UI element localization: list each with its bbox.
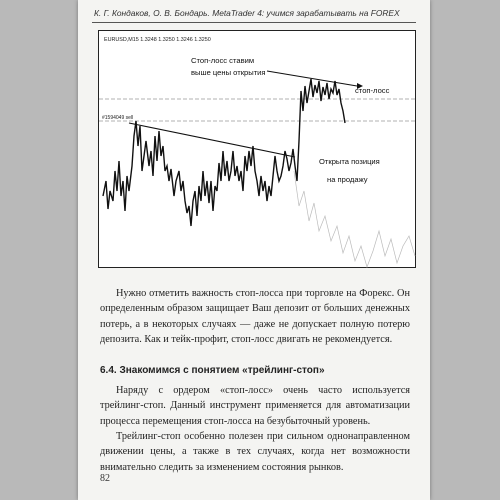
paragraph-stop-loss-importance: Нужно отметить важность стоп-лосса при торговле на Форекс. Он определенным образом защищает Ваш депозит от больших денежных потерь, а в некоторых случаях — даже не допускает полную потерю депозита. Как и тейк-профит, стоп-лосс двигать не рекомендуется. xyxy=(100,288,410,346)
annotation-stop-loss-line-1: Стоп-лосс ставим xyxy=(191,56,255,65)
annotation-position-line-2: на продажу xyxy=(327,175,368,184)
background-price-trace xyxy=(294,171,415,267)
section-heading: 6.4. Знакомимся с понятием «трейлинг-стоп» xyxy=(100,365,325,376)
order-label: #1594049 sell xyxy=(102,115,134,121)
price-chart-figure xyxy=(98,30,416,268)
header-divider xyxy=(92,22,416,23)
paragraph-trailing-stop-intro: Наряду с ордером «стоп-лосс» очень часто используется трейлинг-стоп. Данный инструмент применяется для автоматизации процесса перемещения стоп-лосса на безубыточный уровень. xyxy=(100,385,410,427)
book-page xyxy=(78,0,430,500)
page-number: 82 xyxy=(100,473,110,484)
annotation-stop-loss-tag: стоп-лосс xyxy=(355,86,390,95)
paragraph-trailing-stop-usage: Трейлинг-стоп особенно полезен при сильном однонаправленном движении цены, а также в тех случаях, когда нет возможности внимательно следить за изменением состояния рынков. xyxy=(100,431,410,473)
annotation-position-line-1: Открыта позиция xyxy=(319,157,380,166)
price-line xyxy=(103,79,345,226)
chart-info-line: EURUSD,M15 1.3248 1.3250 1.3246 1.3250 xyxy=(104,37,211,43)
running-header: К. Г. Кондаков, О. В. Бондарь. MetaTrader 4: учимся зарабатывать на FOREX xyxy=(94,8,400,18)
price-chart xyxy=(99,31,417,269)
annotation-stop-loss-line-2: выше цены открытия xyxy=(191,68,266,77)
